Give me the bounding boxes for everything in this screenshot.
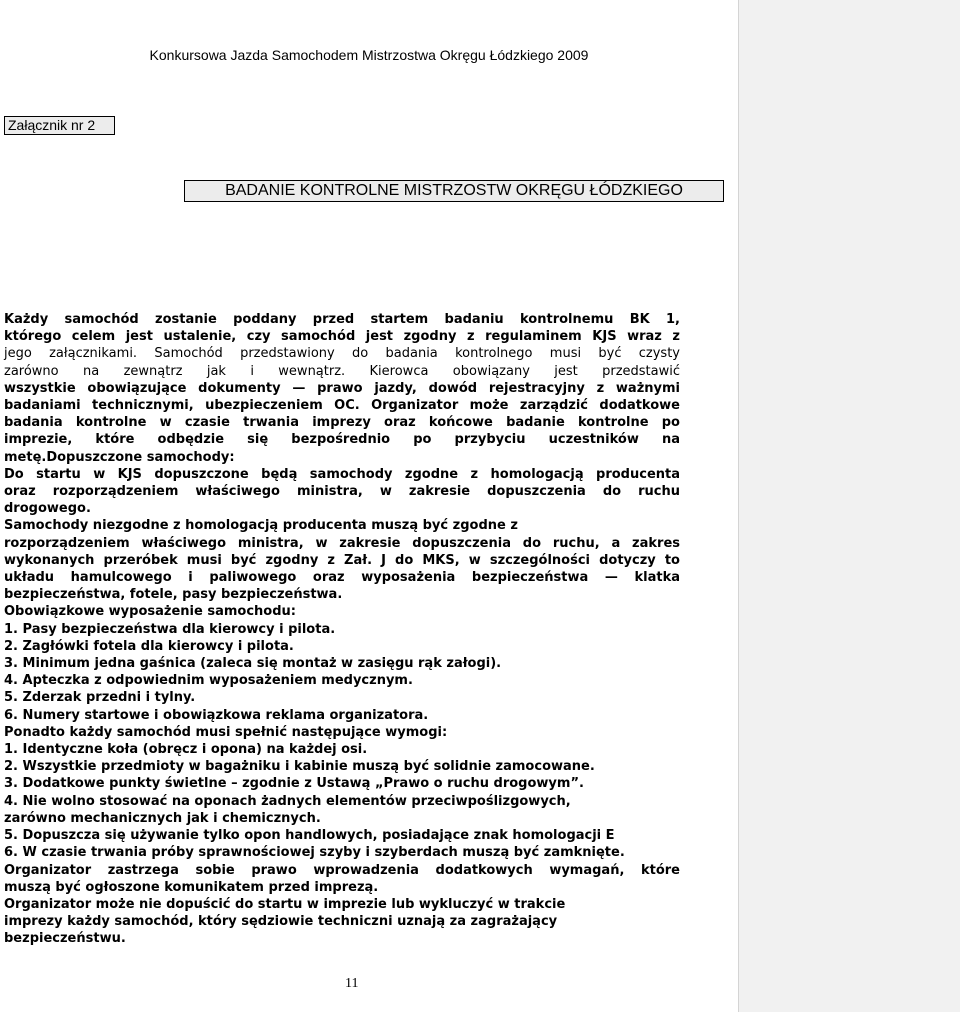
list-item: 2. Wszystkie przedmioty w bagażniku i kabinie muszą być solidnie zamocowane. bbox=[4, 759, 595, 775]
body-line: bezpieczeństwu. bbox=[4, 931, 126, 947]
body-line: bezpieczeństwa, fotele, pasy bezpieczeństwa. bbox=[4, 587, 343, 603]
list-item: 6. Numery startowe i obowiązkowa reklama organizatora. bbox=[4, 707, 429, 723]
body-line: oraz rozporządzeniem właściwego ministra, w zakresie dopuszczenia do ruchu bbox=[4, 484, 680, 500]
list-item: 1. Identyczne koła (obręcz i opona) na każdej osi. bbox=[4, 742, 368, 758]
body-line: muszą być ogłoszone komunikatem przed imprezą. bbox=[4, 879, 379, 895]
body-line: rozporządzeniem właściwego ministra, w zakresie dopuszczenia do ruchu, a zakres bbox=[4, 535, 680, 551]
list-item: 5. Dopuszcza się używanie tylko opon handlowych, posiadające znak homologacji E bbox=[4, 828, 615, 844]
list-item: 6. W czasie trwania próby sprawnościowej szyby i szyberdach muszą być zamknięte. bbox=[4, 845, 625, 861]
list-item: 1. Pasy bezpieczeństwa dla kierowcy i pilota. bbox=[4, 621, 336, 637]
body-line: drogowego. bbox=[4, 501, 91, 517]
list-item: 5. Zderzak przedni i tylny. bbox=[4, 690, 196, 706]
body-line: którego celem jest ustalenie, czy samochód jest zgodny z regulaminem KJS wraz z bbox=[4, 329, 680, 345]
body-line: jego załącznikami. Samochód przedstawiony do badania kontrolnego musi być czysty bbox=[4, 346, 680, 362]
body-line: Organizator może nie dopuścić do startu w imprezie lub wykluczyć w trakcie bbox=[4, 896, 566, 912]
body-line: zarówno na zewnątrz jak i wewnątrz. Kierowca obowiązany jest przedstawić bbox=[4, 363, 680, 379]
body-line: Do startu w KJS dopuszczone będą samochody zgodne z homologacją producenta bbox=[4, 466, 680, 482]
body-line: badania kontrolne w czasie trwania imprezy oraz końcowe badanie kontrolne po bbox=[4, 415, 680, 431]
list-item: zarówno mechanicznych jak i chemicznych. bbox=[4, 810, 321, 826]
body-line: imprezy każdy samochód, który sędziowie techniczni uznają za zagrażający bbox=[4, 914, 558, 930]
body-line: imprezie, które odbędzie się bezpośrednio po przybyciu uczestników na bbox=[4, 432, 680, 448]
body-line: badaniami technicznymi, ubezpieczeniem OC. Organizator może zarządzić dodatkowe bbox=[4, 398, 680, 414]
list-item: 4. Apteczka z odpowiednim wyposażeniem medycznym. bbox=[4, 673, 413, 689]
page-header: Konkursowa Jazda Samochodem Mistrzostwa Okręgu Łódzkiego 2009 bbox=[149, 47, 589, 63]
body-line: wszystkie obowiązujące dokumenty — prawo jazdy, dowód rejestracyjny z ważnymi bbox=[4, 380, 680, 396]
body-line: Każdy samochód zostanie poddany przed startem badaniu kontrolnemu BK 1, bbox=[4, 312, 680, 327]
list-item: 3. Minimum jedna gaśnica (zaleca się montaż w zasięgu rąk załogi). bbox=[4, 656, 502, 672]
list-item: 2. Zagłówki fotela dla kierowcy i pilota. bbox=[4, 638, 294, 654]
page-number: 11 bbox=[345, 976, 359, 991]
right-side-panel bbox=[738, 0, 960, 1012]
document-body bbox=[4, 311, 680, 948]
body-line: układu hamulcowego i paliwowego oraz wyposażenia bezpieczeństwa — klatka bbox=[4, 570, 680, 586]
body-line: Organizator zastrzega sobie prawo wprowadzenia dodatkowych wymagań, które bbox=[4, 862, 680, 878]
body-line: wykonanych przeróbek musi być zgodny z Zał. J do MKS, w szczególności dotyczy to bbox=[4, 552, 680, 568]
body-line: Samochody niezgodne z homologacją producenta muszą być zgodne z bbox=[4, 518, 518, 534]
list-item: 3. Dodatkowe punkty świetlne – zgodnie z Ustawą „Prawo o ruchu drogowym”. bbox=[4, 776, 584, 792]
document-title: BADANIE KONTROLNE MISTRZOSTW OKRĘGU ŁÓDZKIEGO bbox=[184, 180, 724, 202]
body-line: Obowiązkowe wyposażenie samochodu: bbox=[4, 604, 296, 620]
attachment-label: Załącznik nr 2 bbox=[4, 116, 115, 135]
list-item: 4. Nie wolno stosować na oponach żadnych elementów przeciwpoślizgowych, bbox=[4, 793, 571, 809]
body-line: metę.Dopuszczone samochody: bbox=[4, 449, 235, 465]
body-line: Ponadto każdy samochód musi spełnić następujące wymogi: bbox=[4, 724, 448, 740]
